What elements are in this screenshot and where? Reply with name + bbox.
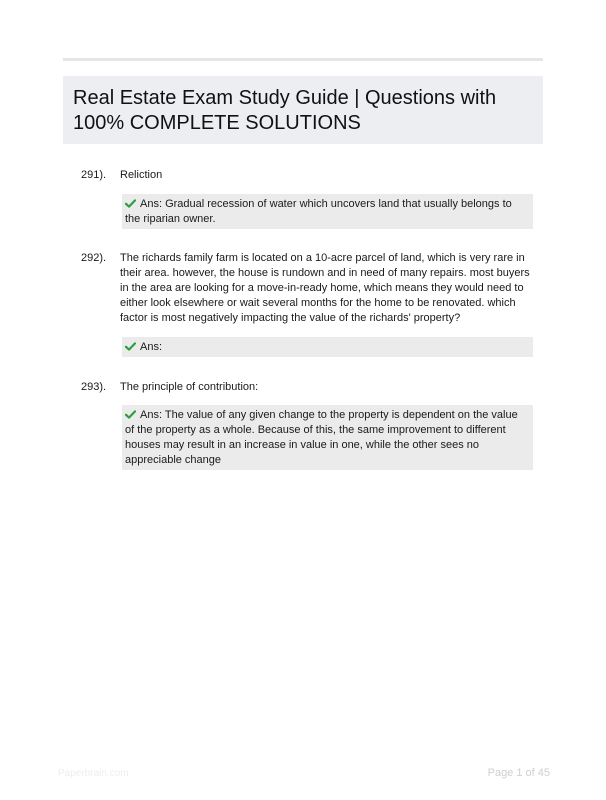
document-title: Real Estate Exam Study Guide | Questions with 100% COMPLETE SOLUTIONS bbox=[73, 87, 497, 134]
answer-text: Ans: The value of any given change to the property is dependent on the value of the property as a whole. Because of this, the same improvement to different houses may result in an increase in value in one, while the other sees no appreciable change bbox=[125, 409, 518, 466]
question-number: 292). bbox=[81, 252, 107, 264]
answer-box bbox=[122, 337, 533, 357]
question-text: Reliction bbox=[120, 169, 163, 181]
check-icon bbox=[125, 410, 136, 419]
question-text: The principle of contribution: bbox=[120, 381, 259, 393]
answer-text: Ans: bbox=[140, 341, 163, 353]
footer-site: Paperbrain.com bbox=[58, 768, 129, 779]
question-number: 293). bbox=[81, 381, 107, 393]
page-indicator: Page 1 of 45 bbox=[487, 767, 550, 779]
top-divider bbox=[63, 58, 543, 61]
check-icon bbox=[125, 199, 136, 208]
title-banner bbox=[63, 76, 543, 144]
answer-box bbox=[122, 405, 533, 470]
answer-text: Ans: Gradual recession of water which uncovers land that usually belongs to the riparian owner. bbox=[125, 198, 512, 225]
check-icon bbox=[125, 342, 136, 351]
answer-box bbox=[122, 194, 533, 229]
question-text: The richards family farm is located on a 10-acre parcel of land, which is very rare in their area. however, the house is rundown and in need of many repairs. most buyers in the area are looking for a move-in-ready home, which means they would need to either look elsewhere or wait several months for the home to be renovated. which factor is most negatively impacting the value of the richards' property? bbox=[120, 252, 530, 324]
question-number: 291). bbox=[81, 169, 107, 181]
